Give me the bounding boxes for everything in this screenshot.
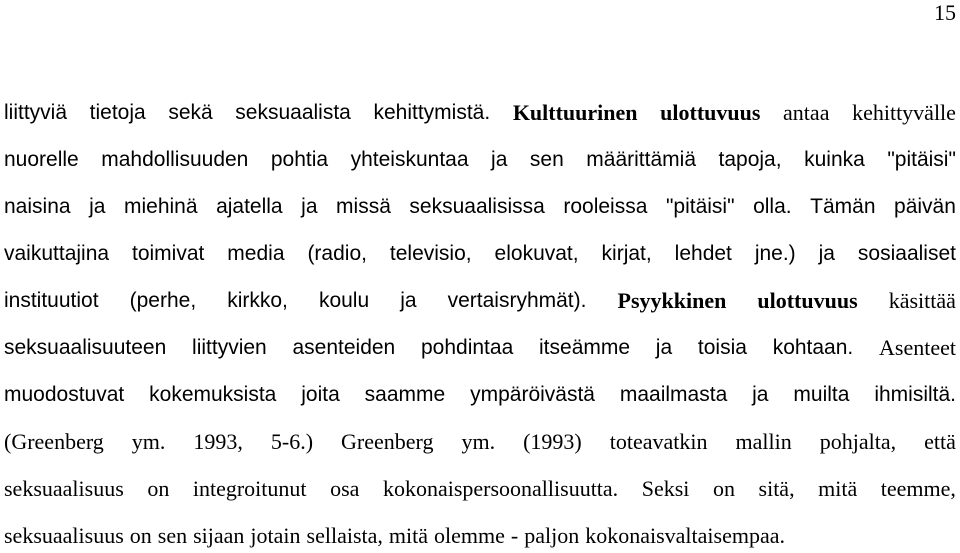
text-word: mahdollisuuden bbox=[101, 148, 249, 171]
text-word: integroitunut bbox=[192, 476, 307, 501]
text-line bbox=[4, 143, 956, 177]
text-word: kohtaan. bbox=[772, 336, 854, 359]
text-word: olla. bbox=[753, 195, 792, 218]
text-word: on bbox=[147, 476, 170, 501]
text-word: yhteiskuntaa bbox=[350, 148, 469, 171]
text-word: ulottuvuus bbox=[660, 100, 761, 125]
text-line bbox=[4, 96, 956, 130]
text-word: Asenteet bbox=[879, 335, 956, 360]
text-word: itseämme bbox=[539, 336, 631, 359]
text-word: kokonaispersoonallisuutta. bbox=[382, 476, 619, 501]
text-word: pohdintaa bbox=[421, 336, 514, 359]
text-word: Kulttuurinen bbox=[512, 100, 638, 125]
text-word: tietoja bbox=[89, 101, 146, 124]
text-word: asenteiden bbox=[292, 336, 396, 359]
text-word: missä bbox=[336, 195, 391, 218]
text-word: media bbox=[227, 242, 285, 265]
text-word: televisio, bbox=[389, 242, 472, 265]
text-word: ym. bbox=[131, 429, 166, 454]
text-word: sosiaaliset bbox=[857, 242, 956, 265]
text-word: elokuvat, bbox=[494, 242, 579, 265]
text-word: rooleissa bbox=[563, 195, 648, 218]
text-word: nuorelle bbox=[4, 148, 79, 171]
text-word: Tämän bbox=[810, 195, 876, 218]
text-word: toisia bbox=[697, 336, 747, 359]
text-word: koulu bbox=[318, 289, 370, 312]
text-word: ja bbox=[301, 195, 318, 218]
text-word: sijaan bbox=[193, 523, 245, 548]
text-line bbox=[4, 331, 956, 365]
text-word: kehittyvälle bbox=[852, 100, 956, 125]
text-word: ja bbox=[752, 383, 769, 406]
text-word: naisina bbox=[4, 195, 71, 218]
text-word: seksuaalisuus bbox=[4, 523, 124, 548]
text-word: "pitäisi" bbox=[887, 148, 956, 171]
text-word: sen bbox=[529, 148, 564, 171]
text-word: (perhe, bbox=[129, 289, 197, 312]
text-word: Psyykkinen bbox=[617, 288, 727, 313]
text-word: ja bbox=[818, 242, 835, 265]
text-word: muodostuvat bbox=[4, 383, 125, 406]
text-word: jotain bbox=[250, 523, 301, 548]
text-line bbox=[4, 237, 956, 271]
text-word: päivän bbox=[894, 195, 956, 218]
page-number: 15 bbox=[934, 0, 956, 25]
text-word: olemme bbox=[434, 523, 505, 548]
text-word: maailmasta bbox=[619, 383, 728, 406]
text-word: instituutiot bbox=[4, 289, 99, 312]
text-word: ympäröivästä bbox=[470, 383, 595, 406]
text-word: Seksi bbox=[641, 476, 690, 501]
text-word: (Greenberg bbox=[4, 429, 104, 454]
text-word: paljon bbox=[524, 523, 580, 548]
text-word: mitä bbox=[388, 523, 429, 548]
text-word: on bbox=[129, 523, 152, 548]
text-word: liittyviä bbox=[4, 101, 68, 124]
text-word: antaa bbox=[783, 100, 830, 125]
text-word: määrittämiä bbox=[586, 148, 696, 171]
text-word: sitä, bbox=[758, 476, 795, 501]
text-line bbox=[4, 284, 956, 318]
text-word: vaikuttajina bbox=[4, 242, 110, 265]
text-word: 5-6.) bbox=[270, 429, 314, 454]
text-word: saamme bbox=[364, 383, 446, 406]
text-word: seksuaalista bbox=[235, 101, 351, 124]
text-word: kirkko, bbox=[227, 289, 288, 312]
text-line bbox=[4, 425, 956, 459]
text-word: sellaista, bbox=[306, 523, 383, 548]
text-word: jne.) bbox=[754, 242, 796, 265]
text-word: muilta bbox=[793, 383, 850, 406]
text-word: ajatella bbox=[216, 195, 283, 218]
text-line bbox=[4, 519, 904, 553]
text-word: lehdet bbox=[674, 242, 732, 265]
text-word: vertaisryhmät). bbox=[447, 289, 587, 312]
text-word: pohjalta, bbox=[819, 429, 897, 454]
text-word: tapoja, bbox=[718, 148, 782, 171]
text-word: (radio, bbox=[307, 242, 367, 265]
text-word: ja bbox=[89, 195, 106, 218]
text-word: seksuaalisuuteen bbox=[4, 336, 167, 359]
text-word: teemme, bbox=[880, 476, 956, 501]
text-word: joita bbox=[301, 383, 340, 406]
text-line bbox=[4, 378, 956, 412]
text-word: seksuaalisissa bbox=[409, 195, 545, 218]
text-word: ym. bbox=[461, 429, 496, 454]
text-word: kehittymistä. bbox=[373, 101, 491, 124]
text-word: liittyvien bbox=[192, 336, 267, 359]
text-word: ja bbox=[400, 289, 417, 312]
text-word: että bbox=[924, 429, 956, 454]
text-word: (1993) bbox=[523, 429, 582, 454]
text-line bbox=[4, 190, 956, 224]
text-word: mitä bbox=[818, 476, 858, 501]
text-word: ja bbox=[655, 336, 673, 359]
text-word: käsittää bbox=[888, 288, 956, 313]
text-word: on bbox=[712, 476, 735, 501]
text-word: Greenberg bbox=[341, 429, 434, 454]
text-word: seksuaalisuus bbox=[4, 476, 124, 501]
text-word: - bbox=[510, 523, 519, 548]
text-word: toteavatkin bbox=[609, 429, 708, 454]
text-word: osa bbox=[330, 476, 360, 501]
text-word: miehinä bbox=[123, 195, 198, 218]
text-word: kokemuksista bbox=[149, 383, 277, 406]
text-word: 1993, bbox=[193, 429, 243, 454]
text-word: ihmisiltä. bbox=[874, 383, 956, 406]
text-word: kirjat, bbox=[601, 242, 652, 265]
text-word: toimivat bbox=[132, 242, 205, 265]
text-word: ja bbox=[491, 148, 508, 171]
text-word: ulottuvuus bbox=[757, 288, 858, 313]
text-word: sekä bbox=[168, 101, 213, 124]
text-word: mallin bbox=[735, 429, 792, 454]
text-word: kokonaisvaltaisempaa. bbox=[585, 523, 785, 548]
text-line bbox=[4, 472, 956, 506]
text-word: kuinka bbox=[804, 148, 865, 171]
text-word: sen bbox=[157, 523, 188, 548]
text-word: "pitäisi" bbox=[665, 195, 735, 218]
text-word: pohtia bbox=[270, 148, 329, 171]
